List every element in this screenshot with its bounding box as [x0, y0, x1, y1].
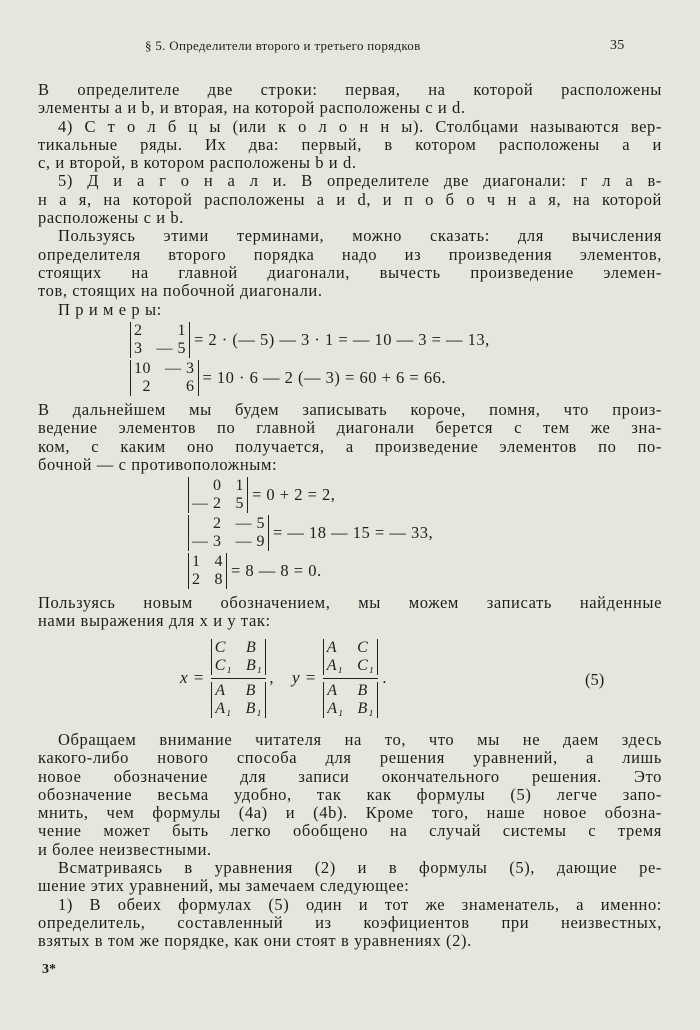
cell: B	[246, 638, 257, 656]
cell: C₁	[357, 656, 375, 674]
cell: A	[327, 681, 338, 699]
cell: 5	[235, 495, 244, 512]
text-line: элементы a и b, и вторая, на которой расположены c и d.	[38, 98, 466, 118]
cell: 1	[177, 322, 186, 339]
cell: B₁	[245, 699, 262, 717]
cell: A	[215, 681, 226, 699]
header-title: § 5. Определители второго и третьего порядков	[145, 38, 421, 53]
cell: B	[245, 681, 256, 699]
cell: C	[357, 638, 369, 656]
paragraph	[38, 731, 662, 951]
cell: — 5	[235, 515, 265, 532]
cell: A	[326, 638, 338, 656]
paragraph	[38, 401, 662, 474]
text-line: Пользуясь новым обозначением, мы можем записать найденные	[38, 593, 662, 612]
text-line: какого-либо нового способа для решения уравнений, а лишь	[38, 748, 662, 768]
text-line: нами выражения для x и y так:	[38, 611, 271, 631]
cell: B₁	[357, 699, 374, 717]
text-line: Пользуясь этими терминами, можно сказать: для вычисления	[58, 226, 662, 246]
text-line: чение может быть легко обобщено на случай системы с тремя	[38, 821, 662, 841]
x-fraction	[211, 639, 267, 718]
formula-5	[180, 635, 387, 721]
text-line: В дальнейшем мы будем записывать короче, помня, что произ-	[38, 400, 662, 419]
determinant	[130, 360, 199, 396]
text-line: определителя второго порядка надо из произведения элементов,	[38, 244, 662, 264]
text-line: c, и второй, в котором расположены b и d.	[38, 153, 357, 173]
cell: 8	[214, 571, 223, 588]
text-line: обозначение весьма удобно, так как формулы (5) легче запо-	[38, 784, 662, 804]
examples-label: П р и м е р ы:	[58, 299, 162, 319]
cell: 1	[192, 553, 201, 570]
comma: ,	[269, 668, 274, 687]
cell: B₁	[246, 656, 263, 674]
cell: — 9	[235, 533, 265, 550]
cell: — 2	[192, 495, 222, 512]
determinant	[211, 639, 267, 675]
example-equation	[188, 515, 433, 551]
text-line: тов, стоящих на побочной диагонали.	[38, 281, 323, 301]
text-line: ком, с каким оно получается, а произведение элементов по по-	[38, 436, 662, 456]
cell: 10	[134, 360, 151, 377]
y-label: y =	[291, 668, 317, 687]
example-equation	[188, 477, 335, 513]
example-equation	[130, 360, 446, 396]
text-line: шение этих уравнений, мы замечаем следующее:	[38, 876, 410, 896]
text-line: н а я, на которой расположены a и d, и п о б о ч н а я, на которой	[38, 189, 662, 209]
cell: A₁	[215, 699, 232, 717]
paragraph	[38, 594, 662, 631]
determinant	[130, 322, 190, 358]
cell: C₁	[214, 656, 233, 674]
cell: 2	[134, 322, 143, 339]
text-line: определитель, составленный из коэфициентов при неизвестных,	[38, 912, 662, 932]
text-line: бочной — с противоположным:	[38, 454, 278, 474]
text-line: Всматриваясь в уравнения (2) и в формулы (5), дающие ре-	[58, 858, 662, 878]
paragraph	[38, 81, 662, 319]
determinant	[188, 515, 269, 551]
text-line: Обращаем внимание читателя на то, что мы не даем здесь	[58, 730, 662, 749]
text-line: расположены c и b.	[38, 208, 184, 228]
example-equation	[188, 553, 322, 589]
determinant	[323, 682, 378, 718]
cell: 2	[142, 378, 151, 395]
fraction-bar	[211, 678, 267, 679]
equation-rhs: = 2 · (— 5) — 3 · 1 = — 10 — 3 = — 13,	[194, 330, 490, 349]
text-line: мнить, чем формулы (4a) и (4b). Кроме того, наше новое обозна-	[38, 803, 662, 823]
cell: 2	[192, 571, 201, 588]
text-line: В определителе две строки: первая, на которой расположены	[38, 80, 662, 99]
text-line: 5) Д и а г о н а л и. В определителе две диагонали: г л а в-	[58, 171, 662, 191]
determinant	[188, 553, 227, 589]
x-label: x =	[180, 668, 205, 687]
signature-mark: 3*	[42, 962, 56, 977]
fraction-bar	[323, 678, 379, 679]
cell: — 3	[165, 360, 195, 377]
cell: B	[357, 681, 368, 699]
page-number: 35	[610, 38, 625, 53]
running-header	[0, 38, 700, 58]
determinant	[188, 477, 248, 513]
equation-rhs: = 0 + 2 = 2,	[252, 485, 336, 504]
text-line: ведение элементов по главной диагонали берется с тем же зна-	[38, 418, 662, 438]
cell: — 3	[192, 533, 222, 550]
cell: 4	[214, 553, 223, 570]
text-line: новое обозначение для записи окончательного решения. Это	[38, 766, 662, 786]
cell: — 5	[156, 340, 186, 357]
text-line: 4) С т о л б ц ы (или к о л о н н ы). Столбцами называются вер-	[58, 116, 662, 136]
equation-rhs: = — 18 — 15 = — 33,	[273, 523, 434, 542]
equation-number: (5)	[585, 670, 605, 689]
cell: 3	[134, 340, 143, 357]
cell: A₁	[327, 699, 344, 717]
text-line: и более неизвестными.	[38, 839, 212, 859]
example-equation	[130, 322, 490, 358]
cell: C	[214, 638, 226, 656]
y-fraction	[323, 639, 379, 718]
cell: 2	[213, 515, 222, 532]
equation-rhs: = 8 — 8 = 0.	[231, 561, 322, 580]
text-line: 1) В обеих формулах (5) один и тот же знаменатель, а именно:	[58, 894, 662, 914]
period: .	[382, 668, 387, 687]
determinant	[211, 682, 266, 718]
text-line: тикальные ряды. Их два: первый, в котором расположены a и	[38, 134, 662, 154]
determinant	[323, 639, 379, 675]
cell: 1	[235, 477, 244, 494]
text-line: взятых в том же порядке, как они стоят в уравнениях (2).	[38, 931, 472, 951]
cell: A₁	[326, 656, 344, 674]
text-line: стоящих на главной диагонали, вычесть произведение элемен-	[38, 262, 662, 282]
cell: 6	[186, 378, 195, 395]
equation-rhs: = 10 · 6 — 2 (— 3) = 60 + 6 = 66.	[202, 368, 446, 387]
cell: 0	[213, 477, 222, 494]
